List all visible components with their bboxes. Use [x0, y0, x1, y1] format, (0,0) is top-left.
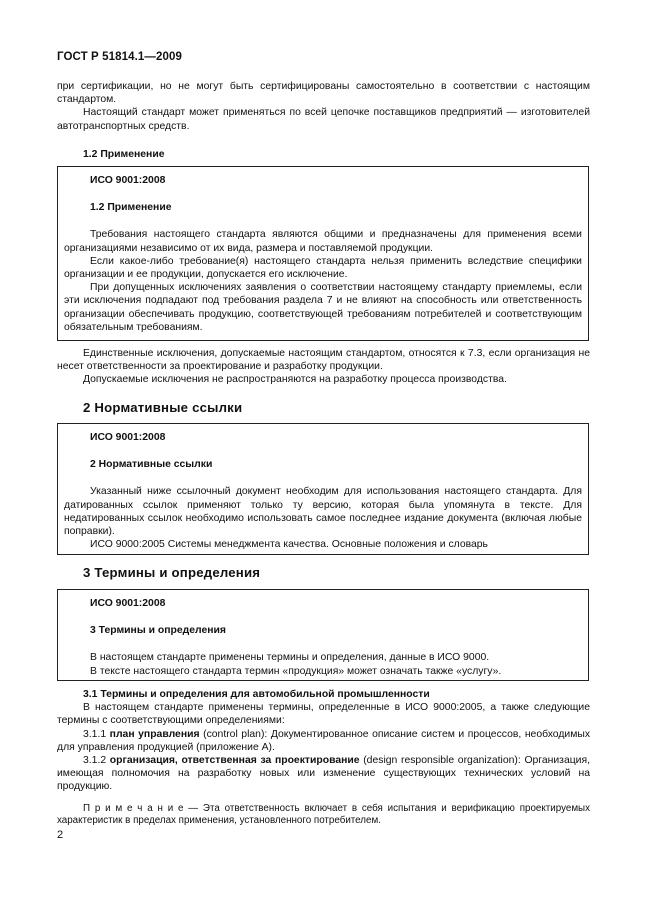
iso-reference: ИСО 9001:2008: [90, 432, 166, 443]
box-paragraph-1: Указанный ниже ссылочный документ необходим для использования настоящего стандарта. Для датированных ссылок применяют только ту версию, которая была упомянута в тексте. Для недатированных ссылок необходимо использовать самое последнее издание документа (включая любые поправки).: [64, 486, 582, 538]
box-paragraph-1: Требования настоящего стандарта являются общими и предназначены для применения всеми организациями независимо от их вида, размера и поставляемой продукции.: [64, 229, 582, 254]
section-1-2-heading: 1.2 Применение: [83, 149, 165, 160]
box-heading: 1.2 Применение: [90, 202, 172, 214]
term-3-1-1: [57, 728, 590, 754]
iso-reference: ИСО 9001:2008: [90, 175, 166, 186]
page-number: 2: [57, 829, 64, 841]
term-number: 3.1.2: [83, 755, 110, 767]
exclusions-paragraph-2: Допускаемые исключения не распространяются на разработку процесса производства.: [83, 374, 507, 386]
note-label: П р и м е ч а н и е: [83, 802, 184, 814]
box-paragraph-3: При допущенных исключениях заявления о соответствии настоящему стандарту приемлемы, если эти исключения подпадают под требования раздела 7 и не влияют на способность или ответственность организации обеспечивать продукцию, соответствующей требованиям потребителей и соответствующим обязательным требованиям.: [64, 282, 582, 333]
box-heading: 2 Нормативные ссылки: [90, 459, 213, 471]
intro-paragraph-1: при сертификации, но не могут быть сертифицированы самостоятельно в соответствии с настоящим стандартом.: [57, 81, 590, 106]
note-text: — Эта ответственность включает в себя испытания и верификацию проектируемых характеристик в пределах применения, установленного потребителем.: [57, 802, 590, 827]
term-definition: (design responsible organization): Организация, имеющая полномочия на разработку новых или изменение существующих технических условий на продукцию.: [57, 755, 590, 793]
iso-quote-box-3: [57, 589, 589, 681]
intro-block: [57, 80, 590, 133]
iso-reference: ИСО 9001:2008: [90, 598, 166, 609]
section-3-1-heading: 3.1 Термины и определения для автомобильной промышленности: [83, 689, 430, 700]
box-paragraph-1: В настоящем стандарте применены термины и определения, данные в ИСО 9000.: [90, 652, 490, 664]
iso-quote-box-2: [57, 423, 589, 555]
box-paragraph-2: Если какое-либо требование(я) настоящего стандарта нельзя применить вследствие специфики организации и ее продукции, допускается его исключение.: [64, 255, 582, 281]
box-heading: 3 Термины и определения: [90, 625, 226, 637]
exclusions-paragraph: Единственные исключения, допускаемые настоящим стандартом, относятся к 7.3, если организация не несет ответственности за проектирование и разработку продукции.: [57, 348, 590, 373]
document-header: ГОСТ Р 51814.1—2009: [57, 51, 182, 63]
term-definition: (control plan): Документированное описание систем и процессов, необходимых для управления продукцией (приложение А).: [57, 728, 591, 753]
term-3-1-2: [57, 754, 590, 794]
note-paragraph: [57, 803, 590, 828]
intro-paragraph-2: Настоящий стандарт может применяться по всей цепочке поставщиков предприятий — изготовителей автотранспортных средств.: [57, 107, 590, 132]
section-1-2-text: [57, 347, 590, 387]
term-name: план управления: [109, 728, 200, 740]
box-paragraph-2: В тексте настоящего стандарта термин «продукция» может означать также «услугу».: [90, 665, 502, 677]
box-paragraph-2: ИСО 9000:2005 Системы менеджмента качества. Основные положения и словарь: [90, 539, 488, 551]
terms-intro-paragraph: В настоящем стандарте применены термины, определенные в ИСО 9000:2005, а также следующие термины с соответствующими определениями:: [57, 702, 590, 727]
term-name: организация, ответственная за проектирование: [109, 755, 360, 767]
section-3-heading: 3 Термины и определения: [83, 565, 261, 580]
section-2-heading: 2 Нормативные ссылки: [83, 400, 243, 415]
iso-quote-box-1-2: [57, 166, 589, 341]
section-3-1-block: [57, 688, 590, 828]
term-number: 3.1.1: [83, 728, 110, 740]
